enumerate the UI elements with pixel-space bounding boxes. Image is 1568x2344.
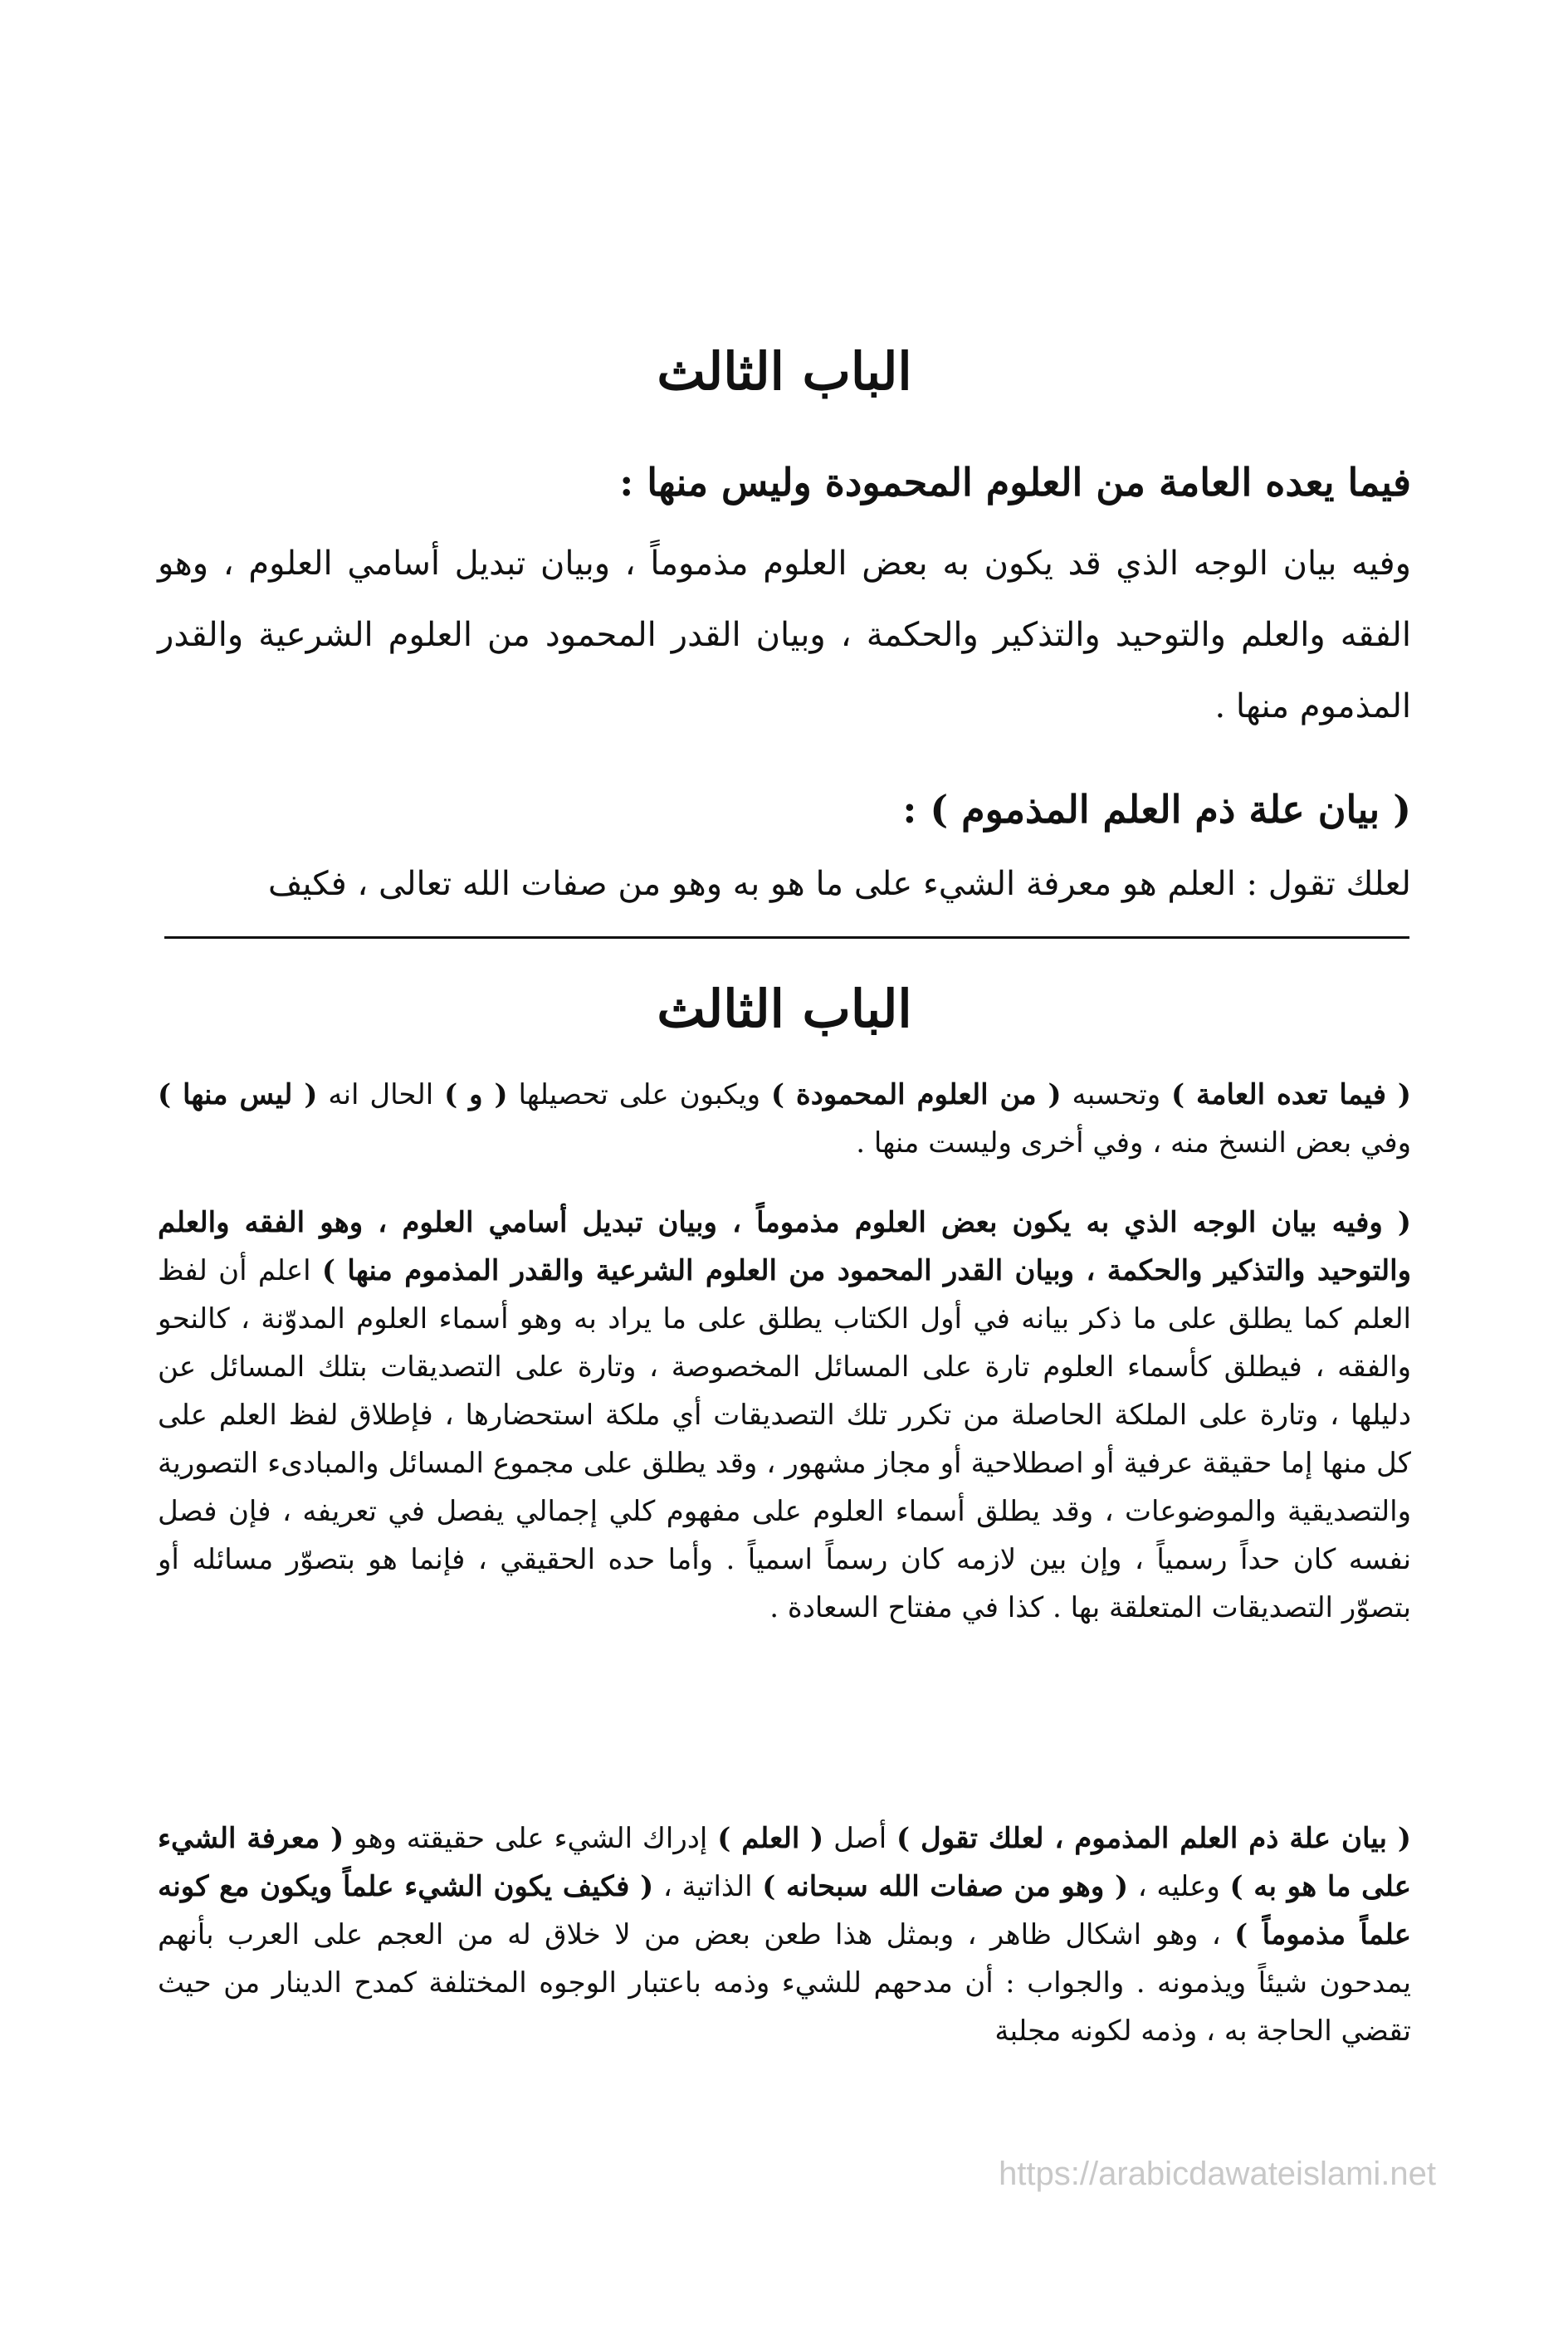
- subsection-text: لعلك تقول : العلم هو معرفة الشيء على ما هو به وهو من صفات الله تعالى ، فكيف: [268, 865, 1411, 903]
- section-divider: [164, 936, 1409, 939]
- intro-paragraph-text: وفيه بيان الوجه الذي قد يكون به بعض العلوم مذموماً ، وبيان تبديل أسامي العلوم ، وهو الفقه والعلم والتوحيد والتذكير والحكمة ، وبيان القدر المحمود من العلوم الشرعية والقدر المذموم منها .: [158, 544, 1411, 725]
- quoted-phrase: ( فكيف يكون الشيء علماً ويكون مع كونه علماً مذموماً ): [158, 1870, 1411, 1951]
- quoted-phrase: ( وهو من صفات الله سبحانه ): [762, 1870, 1129, 1903]
- section-heading: فيما يعده العامة من العلوم المحمودة وليس منها :: [619, 460, 1411, 505]
- commentary-text: وتحسبه: [1061, 1078, 1172, 1111]
- commentary-text: ، وهو اشكال ظاهر ، وبمثل هذا طعن بعض من لا خلاق له من العجم على العرب بأنهم يمدحون شيئاً ويذمونه . والجواب : أن مدحهم للشيء وذمه باعتبار الوجوه المختلفة كمدح الدينار من حيث تقضي الحاجة به ، وذمه لكونه مجلبة: [158, 1918, 1411, 2048]
- watermark-url: https://arabicdawateislami.net: [999, 2156, 1436, 2192]
- quoted-phrase: ( من العلوم المحمودة ): [770, 1078, 1062, 1111]
- commentary-text: إدراك الشيء على حقيقته وهو: [344, 1822, 718, 1855]
- commentary-text: وعليه ،: [1128, 1870, 1230, 1903]
- quoted-phrase: ( فيما تعده العامة ): [1171, 1078, 1411, 1111]
- commentary-text: ويكبون على تحصيلها: [507, 1078, 771, 1111]
- quoted-phrase: ( معرفة الشيء على ما هو به ): [158, 1822, 1411, 1903]
- subsection-heading: ( بيان علة ذم العلم المذموم ) :: [902, 787, 1411, 832]
- commentary-paragraph-3: [158, 1814, 1411, 2055]
- commentary-text: وفي بعض النسخ منه ، وفي أخرى وليست منها .: [856, 1126, 1411, 1160]
- commentary-chapter-title: الباب الثالث: [657, 979, 912, 1039]
- commentary-text: أصل: [823, 1822, 897, 1855]
- intro-paragraph: [158, 528, 1411, 742]
- subsection-text-block: [158, 848, 1411, 920]
- commentary-text: الذاتية ،: [653, 1870, 763, 1903]
- commentary-paragraph-2: [158, 1199, 1411, 1632]
- quoted-phrase: ( ليس منها ): [158, 1078, 318, 1111]
- commentary-text: اعلم أن لفظ العلم كما يطلق على ما ذكر بيانه في أول الكتاب يطلق على ما يراد به وهو أسماء العلوم المدوّنة ، كالنحو والفقه ، فيطلق كأسماء العلوم تارة على المسائل المخصوصة ، وتارة على التصديقات بتلك المسائل عن دليلها ، وتارة على الملكة الحاصلة من تكرر تلك التصديقات أي ملكة استحضارها ، فإطلاق لفظ العلم على كل منها إما حقيقة عرفية أو اصطلاحية أو مجاز مشهور ، وقد يطلق على مجموع المسائل والمبادىء التصورية والتصديقية والموضوعات ، وقد يطلق أسماء العلوم على مفهوم كلي إجمالي يفصل في تعريفه ، فإن فصل نفسه كان حداً رسمياً ، وإن بين لازمه كان رسماً اسمياً . وأما حده الحقيقي ، فإنما هو بتصوّر مسائله أو بتصوّر التصديقات المتعلقة بها . كذا في مفتاح السعادة .: [158, 1254, 1411, 1624]
- commentary-paragraph-1: [158, 1071, 1411, 1167]
- chapter-title: الباب الثالث: [657, 341, 912, 402]
- quoted-phrase: ( العلم ): [717, 1822, 824, 1855]
- quoted-phrase: ( وفيه بيان الوجه الذي به يكون بعض العلوم مذموماً ، وبيان تبديل أسامي العلوم ، وهو الفقه والعلم والتوحيد والتذكير والحكمة ، وبيان القدر المحمود من العلوم الشرعية والقدر المذموم منها ): [158, 1206, 1411, 1287]
- quoted-phrase: ( بيان علة ذم العلم المذموم ، لعلك تقول ): [896, 1822, 1411, 1855]
- commentary-text: الحال انه: [317, 1078, 445, 1111]
- quoted-phrase: ( و ): [444, 1078, 508, 1111]
